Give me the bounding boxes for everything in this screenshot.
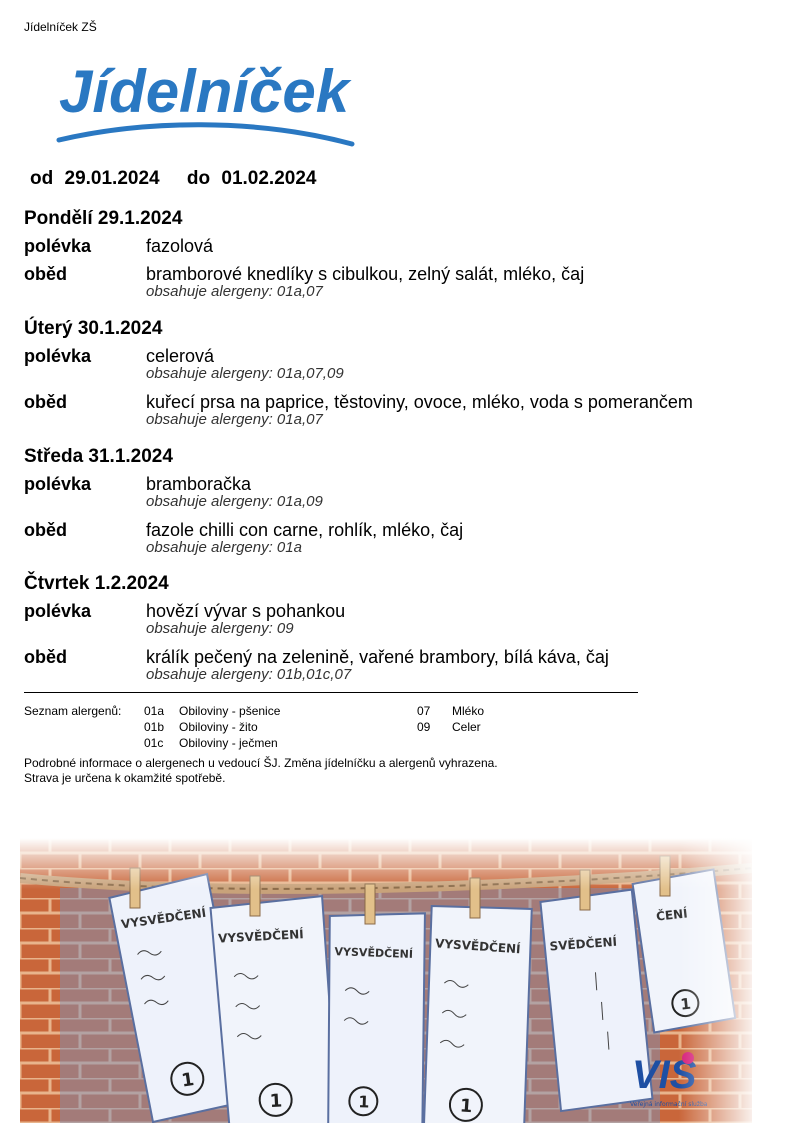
allergen-column bbox=[144, 703, 280, 751]
allergen-code: 07 bbox=[417, 704, 431, 718]
info-note-line: Strava je určena k okamžité spotřebě. bbox=[24, 771, 226, 785]
allergen-column bbox=[417, 703, 484, 735]
lunch-allergens: obsahuje alergeny: 01a bbox=[146, 539, 302, 556]
allergen-item bbox=[144, 703, 280, 719]
jidelnicek-logo bbox=[55, 44, 360, 154]
allergen-name: Obiloviny - pšenice bbox=[179, 704, 281, 718]
lunch-row bbox=[24, 520, 764, 556]
lunch-name: bramborové knedlíky s cibulkou, zelný salát, mléko, čaj bbox=[146, 264, 585, 284]
soup-allergens: obsahuje alergeny: 01a,09 bbox=[146, 493, 323, 510]
lunch-label: oběd bbox=[24, 392, 67, 412]
soup-label: polévka bbox=[24, 346, 92, 366]
soup-row bbox=[24, 236, 764, 256]
lunch-row bbox=[24, 392, 764, 428]
soup-row bbox=[24, 601, 764, 637]
allergen-legend-label: Seznam alergenů: bbox=[24, 704, 122, 718]
day-title: Čtvrtek 1.2.2024 bbox=[24, 573, 169, 594]
day-title: Středa 31.1.2024 bbox=[24, 446, 173, 467]
soup-row bbox=[24, 474, 764, 510]
allergen-code: 01a bbox=[144, 704, 165, 718]
allergen-name: Obiloviny - žito bbox=[179, 720, 258, 734]
soup-name: bramboračka bbox=[146, 474, 252, 494]
allergen-code: 01b bbox=[144, 720, 165, 734]
allergen-name: Mléko bbox=[452, 704, 485, 718]
allergen-item bbox=[144, 735, 280, 751]
day-block bbox=[24, 446, 764, 564]
lunch-label: oběd bbox=[24, 647, 67, 667]
day-block bbox=[24, 573, 764, 691]
allergen-item bbox=[417, 719, 484, 735]
allergen-name: Obiloviny - ječmen bbox=[179, 736, 278, 750]
lunch-label: oběd bbox=[24, 520, 67, 540]
day-block bbox=[24, 318, 764, 436]
report-cards-illustration bbox=[20, 838, 752, 1123]
soup-label: polévka bbox=[24, 474, 92, 494]
to-date: 01.02.2024 bbox=[221, 168, 317, 189]
day-title: Úterý 30.1.2024 bbox=[24, 318, 163, 339]
day-block bbox=[24, 208, 764, 308]
lunch-allergens: obsahuje alergeny: 01a,07 bbox=[146, 411, 323, 428]
info-note bbox=[24, 756, 498, 786]
lunch-allergens: obsahuje alergeny: 01a,07 bbox=[146, 283, 323, 300]
document-header: Jídelníček ZŠ bbox=[24, 20, 97, 34]
info-note-line: Podrobné informace o alergenech u vedoucí ŠJ. Změna jídelníčku a alergenů vyhrazena. bbox=[24, 756, 498, 770]
logo-text: Jídelníček bbox=[59, 58, 350, 125]
soup-allergens: obsahuje alergeny: 09 bbox=[146, 620, 294, 637]
allergen-code: 01c bbox=[144, 736, 164, 750]
soup-name: fazolová bbox=[146, 236, 214, 256]
date-range bbox=[30, 168, 316, 190]
divider bbox=[24, 692, 638, 693]
soup-label: polévka bbox=[24, 236, 92, 256]
to-label: do bbox=[186, 168, 211, 189]
allergen-item bbox=[144, 719, 280, 735]
lunch-row bbox=[24, 264, 764, 300]
from-label: od bbox=[30, 168, 54, 189]
lunch-name: kuřecí prsa na paprice, těstoviny, ovoce, mléko, voda s pomerančem bbox=[146, 392, 693, 412]
lunch-row bbox=[24, 647, 764, 683]
lunch-label: oběd bbox=[24, 264, 67, 284]
soup-row bbox=[24, 346, 764, 382]
soup-name: hovězí vývar s pohankou bbox=[146, 601, 346, 621]
allergen-item bbox=[417, 703, 484, 719]
soup-name: celerová bbox=[146, 346, 215, 366]
day-title: Pondělí 29.1.2024 bbox=[24, 208, 183, 229]
allergen-legend bbox=[24, 703, 524, 751]
from-date: 29.01.2024 bbox=[64, 168, 160, 189]
lunch-allergens: obsahuje alergeny: 01b,01c,07 bbox=[146, 666, 352, 683]
lunch-name: fazole chilli con carne, rohlík, mléko, čaj bbox=[146, 520, 464, 540]
lunch-name: králík pečený na zelenině, vařené brambory, bílá káva, čaj bbox=[146, 647, 609, 667]
soup-label: polévka bbox=[24, 601, 92, 621]
soup-allergens: obsahuje alergeny: 01a,07,09 bbox=[146, 365, 344, 382]
allergen-code: 09 bbox=[417, 720, 431, 734]
allergen-name: Celer bbox=[452, 720, 481, 734]
